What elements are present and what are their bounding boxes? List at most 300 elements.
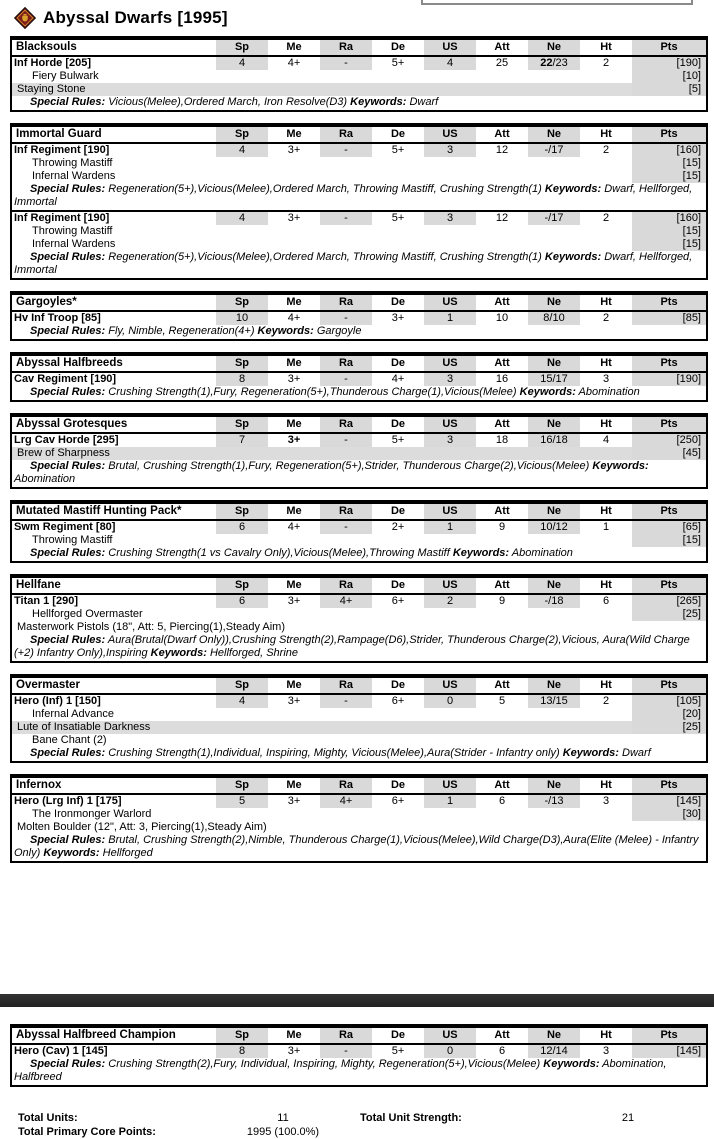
special-rules-text: Special Rules: Crushing Strength(1),Individual, Inspiring, Mighty, Vicious(Melee),Aura(Strider - Infantry only) Keywords: Dwarf — [30, 747, 651, 759]
column-header: Pts — [632, 38, 707, 56]
unit-name-header: Gargoyles* — [11, 293, 216, 311]
special-rules-row — [11, 251, 707, 279]
column-header: Me — [268, 354, 320, 372]
option-row — [11, 70, 707, 83]
column-header: Ra — [320, 38, 372, 56]
stat-cell: 8 — [216, 1044, 268, 1058]
option-row — [11, 170, 707, 183]
table-header-row — [11, 676, 707, 694]
special-rules-text: Special Rules: Fly, Nimble, Regeneration(4+) Keywords: Gargoyle — [30, 325, 362, 337]
column-header: Ne — [528, 502, 580, 520]
weapon-row — [11, 821, 707, 834]
stat-cell: 3 — [424, 211, 476, 225]
option-row — [11, 157, 707, 170]
unit-row — [11, 433, 707, 447]
column-header: Ra — [320, 676, 372, 694]
unit-name-header: Infernox — [11, 776, 216, 794]
pts-cell: [25] — [632, 721, 707, 734]
column-header: Ht — [580, 502, 632, 520]
stat-cell: - — [320, 1044, 372, 1058]
column-header: Sp — [216, 502, 268, 520]
unit-table — [10, 500, 708, 563]
column-header: Sp — [216, 415, 268, 433]
column-header: Ne — [528, 576, 580, 594]
stat-cell: 2 — [602, 312, 610, 324]
special-rules-text: Special Rules: Aura(Brutal(Dwarf Only)),Crushing Strength(2),Rampage(D6),Strider, Thunderous Charge(2),Vicious, Aura(Wild Charge (+2) Infantry Only),Inspiring Keywords: Hellforged, Shrine — [14, 634, 690, 659]
column-header: Att — [476, 776, 528, 794]
stat-cell: 3+ — [287, 595, 301, 607]
army-diamond-icon — [14, 7, 36, 29]
stat-cell: - — [320, 56, 372, 70]
column-header: De — [372, 415, 424, 433]
stat-cell: - — [320, 211, 372, 225]
column-header: Ne — [528, 415, 580, 433]
stat-cell: 8/10 — [528, 311, 580, 325]
table-header-row — [11, 38, 707, 56]
stat-cell: 3 — [424, 143, 476, 157]
weapon-row — [11, 621, 707, 634]
column-header: Ne — [528, 354, 580, 372]
column-header: Att — [476, 502, 528, 520]
totals-section — [18, 1111, 706, 1139]
cut-off-box — [421, 0, 693, 5]
column-header: Ht — [580, 676, 632, 694]
special-rules-row — [11, 747, 707, 762]
column-header: US — [424, 676, 476, 694]
stat-cell: 4+ — [391, 373, 405, 385]
stat-cell: 9 — [498, 521, 506, 533]
unit-row — [11, 372, 707, 386]
unit-table — [10, 1024, 708, 1087]
page2-tables — [10, 1024, 706, 1087]
unit-label: Cav Regiment [190] — [14, 373, 117, 385]
special-rules-row — [11, 386, 707, 401]
column-header: Ht — [580, 776, 632, 794]
column-header: Ne — [528, 776, 580, 794]
stat-cell: 3 — [424, 372, 476, 386]
stat-cell: 8 — [216, 372, 268, 386]
option-row — [11, 534, 707, 547]
stat-cell: 7 — [216, 433, 268, 447]
column-header: Me — [268, 502, 320, 520]
totals-units-label: Total Units: — [18, 1112, 78, 1124]
column-header: Sp — [216, 38, 268, 56]
unit-label: Titan 1 [290] — [14, 595, 78, 607]
special-rules-text: Special Rules: Vicious(Melee),Ordered March, Iron Resolve(D3) Keywords: Dwarf — [30, 96, 439, 108]
pts-cell: [20] — [632, 708, 707, 721]
column-header: Att — [476, 415, 528, 433]
artefact-row — [11, 447, 707, 460]
special-rules-row — [11, 325, 707, 340]
stat-cell: 12 — [476, 211, 528, 225]
stat-cell: 6 — [216, 520, 268, 534]
column-header: De — [372, 1026, 424, 1044]
spell-row — [11, 734, 707, 747]
column-header: US — [424, 776, 476, 794]
column-header: Ra — [320, 576, 372, 594]
pts-cell: [190] — [632, 372, 707, 386]
stat-cell: 2 — [424, 594, 476, 608]
stat-cell: - — [320, 311, 372, 325]
unit-label: Hero (Lrg Inf) 1 [175] — [14, 795, 122, 807]
column-header: Me — [268, 415, 320, 433]
totals-strength-label: Total Unit Strength: — [360, 1112, 462, 1124]
stat-cell: 1 — [424, 520, 476, 534]
unit-table — [10, 674, 708, 763]
column-header: US — [424, 38, 476, 56]
column-header: Pts — [632, 776, 707, 794]
stat-cell: 1 — [424, 311, 476, 325]
pts-cell: [10] — [632, 70, 707, 83]
totals-units-value: 11 — [277, 1112, 289, 1124]
stat-cell: 10/12 — [528, 520, 580, 534]
unit-name-header: Abyssal Halfbreeds — [11, 354, 216, 372]
stat-cell: 12/14 — [528, 1044, 580, 1058]
table-header-row — [11, 776, 707, 794]
special-rules-row — [11, 460, 707, 488]
table-header-row — [11, 415, 707, 433]
column-header: Me — [268, 676, 320, 694]
column-header: De — [372, 125, 424, 143]
stat-cell: 13/15 — [528, 694, 580, 708]
unit-label: Inf Regiment [190] — [11, 211, 216, 225]
column-header: Pts — [632, 354, 707, 372]
artefact-label: Brew of Sharpness — [11, 447, 632, 460]
page-gap — [10, 874, 706, 994]
column-header: US — [424, 502, 476, 520]
column-header: Sp — [216, 1026, 268, 1044]
special-rules-row — [11, 183, 707, 211]
stat-cell: 3 — [602, 795, 610, 807]
unit-table — [10, 36, 708, 112]
column-header: US — [424, 415, 476, 433]
stat-cell: 1 — [424, 794, 476, 808]
stat-cell: - — [320, 143, 372, 157]
unit-row — [11, 56, 707, 70]
pts-cell: [265] — [632, 594, 707, 608]
column-header: Me — [268, 1026, 320, 1044]
pts-cell: [145] — [632, 794, 707, 808]
pts-cell: [145] — [632, 1044, 707, 1058]
column-header: Ne — [528, 1026, 580, 1044]
column-header: Ht — [580, 576, 632, 594]
stat-cell: -/18 — [528, 594, 580, 608]
pts-cell: [15] — [632, 238, 707, 251]
special-rules-text: Special Rules: Brutal, Crushing Strength(1),Fury, Regeneration(5+),Strider, Thunderous Charge(2),Vicious(Melee) Keywords: Abomination — [14, 460, 649, 485]
stat-cell: 3 — [424, 433, 476, 447]
stat-cell: 3+ — [287, 434, 301, 446]
option-row — [11, 225, 707, 238]
special-rules-row — [11, 547, 707, 562]
stat-cell: -/17 — [528, 211, 580, 225]
pts-cell: [190] — [632, 56, 707, 70]
column-header: US — [424, 1026, 476, 1044]
stat-cell: 6+ — [391, 695, 405, 707]
option-label: The Ironmonger Warlord — [32, 808, 152, 820]
unit-name-header: Immortal Guard — [11, 125, 216, 143]
option-label: Infernal Wardens — [32, 170, 116, 182]
stat-cell: 10 — [216, 311, 268, 325]
column-header: Ra — [320, 776, 372, 794]
column-header: Me — [268, 576, 320, 594]
column-header: US — [424, 293, 476, 311]
unit-name-header: Blacksouls — [11, 38, 216, 56]
column-header: Att — [476, 293, 528, 311]
column-header: Ra — [320, 1026, 372, 1044]
stat-cell: 16 — [495, 373, 509, 385]
stat-cell: 4 — [216, 143, 268, 157]
special-rules-row — [11, 834, 707, 862]
stat-cell: 2 — [602, 695, 610, 707]
column-header: Ht — [580, 293, 632, 311]
special-rules-row — [11, 634, 707, 662]
option-label: Infernal Wardens — [32, 238, 116, 250]
artefact-label: Staying Stone — [11, 83, 632, 96]
stat-cell: 2 — [602, 144, 610, 156]
stat-cell: 5+ — [391, 1045, 405, 1057]
special-rules-text: Special Rules: Crushing Strength(2),Fury, Individual, Inspiring, Mighty, Regeneration(5+),Vicious(Melee) Keywords: Abomination, Halfbreed — [14, 1058, 667, 1083]
stat-cell: 0 — [424, 694, 476, 708]
column-header: Pts — [632, 502, 707, 520]
column-header: Ne — [528, 125, 580, 143]
unit-table — [10, 352, 708, 402]
stat-cell: 3+ — [287, 144, 301, 156]
pts-cell: [15] — [632, 534, 707, 547]
pts-cell: [250] — [632, 433, 707, 447]
stat-cell: - — [320, 433, 372, 447]
column-header: Att — [476, 125, 528, 143]
special-rules-row — [11, 96, 707, 111]
unit-name-header: Abyssal Halfbreed Champion — [11, 1026, 216, 1044]
pts-cell: [15] — [632, 157, 707, 170]
column-header: Ra — [320, 354, 372, 372]
stat-cell: -/13 — [528, 794, 580, 808]
column-header: Pts — [632, 576, 707, 594]
special-rules-text: Special Rules: Regeneration(5+),Vicious(Melee),Ordered March, Throwing Mastiff, Crushing Strength(1) Keywords: Dwarf, Hellforged, Immortal — [14, 183, 693, 208]
column-header: Att — [476, 576, 528, 594]
unit-table — [10, 413, 708, 489]
stat-cell: 2 — [602, 57, 610, 69]
column-header: US — [424, 125, 476, 143]
stat-cell: 25 — [495, 57, 509, 69]
option-label: Infernal Advance — [32, 708, 114, 720]
page1-tables — [10, 36, 706, 863]
stat-cell: 4+ — [287, 312, 301, 324]
stat-cell: 2+ — [391, 521, 405, 533]
column-header: Ht — [580, 125, 632, 143]
stat-cell: 10 — [495, 312, 509, 324]
stat-cell: 4 — [424, 56, 476, 70]
stat-cell: 5 — [216, 794, 268, 808]
artefact-row — [11, 721, 707, 734]
column-header: Ht — [580, 38, 632, 56]
unit-table — [10, 291, 708, 341]
column-header: Sp — [216, 293, 268, 311]
stat-cell: 5+ — [372, 211, 424, 225]
artefact-label: Lute of Insatiable Darkness — [11, 721, 632, 734]
stat-cell: 9 — [498, 595, 506, 607]
pts-cell: [160] — [632, 211, 707, 225]
column-header: Pts — [632, 676, 707, 694]
special-rules-text: Special Rules: Crushing Strength(1 vs Cavalry Only),Vicious(Melee),Throwing Mastiff Keywords: Abomination — [30, 547, 573, 559]
stat-cell: -/17 — [528, 143, 580, 157]
pts-cell: [30] — [632, 808, 707, 821]
column-header: Sp — [216, 776, 268, 794]
column-header: De — [372, 502, 424, 520]
unit-label: Inf Horde [205] — [14, 57, 92, 69]
stat-cell: 3+ — [287, 695, 301, 707]
column-header: Ne — [528, 38, 580, 56]
column-header: Ra — [320, 415, 372, 433]
table-header-row — [11, 502, 707, 520]
column-header: Att — [476, 1026, 528, 1044]
page-separator-bar — [0, 994, 714, 1007]
stat-cell: 5+ — [391, 144, 405, 156]
unit-row — [11, 143, 707, 157]
unit-row — [11, 794, 707, 808]
column-header: De — [372, 576, 424, 594]
pts-cell: [105] — [632, 694, 707, 708]
stat-cell: 4+ — [320, 794, 372, 808]
weapon-label: Masterwork Pistols (18", Att: 5, Piercing(1),Steady Aim) — [17, 621, 285, 633]
stat-cell: 6 — [216, 594, 268, 608]
column-header: Att — [476, 676, 528, 694]
column-header: Att — [476, 354, 528, 372]
option-label: Hellforged Overmaster — [32, 608, 143, 620]
stat-cell: 3+ — [391, 312, 405, 324]
column-header: Att — [476, 38, 528, 56]
page-title: Abyssal Dwarfs [1995] — [43, 8, 228, 27]
table-header-row — [11, 293, 707, 311]
stat-cell: 15/17 — [528, 372, 580, 386]
column-header: Ra — [320, 502, 372, 520]
unit-name-header: Overmaster — [11, 676, 216, 694]
pts-cell: [85] — [632, 311, 707, 325]
stat-cell: 3 — [602, 373, 610, 385]
column-header: Me — [268, 293, 320, 311]
stat-cell: 4 — [602, 434, 610, 446]
unit-label: Swm Regiment [80] — [14, 521, 116, 533]
stat-cell: 5 — [498, 695, 506, 707]
stat-cell: 3+ — [287, 373, 301, 385]
table-header-row — [11, 576, 707, 594]
option-label: Fiery Bulwark — [32, 70, 99, 82]
totals-strength-value: 21 — [621, 1112, 635, 1124]
unit-label: Hv Inf Troop [85] — [14, 312, 101, 324]
stat-cell: 4+ — [287, 521, 301, 533]
column-header: Sp — [216, 576, 268, 594]
stat-cell: - — [320, 372, 372, 386]
column-header: Ra — [320, 293, 372, 311]
column-header: Pts — [632, 415, 707, 433]
stat-cell: 4+ — [320, 594, 372, 608]
special-rules-text: Special Rules: Regeneration(5+),Vicious(Melee),Ordered March, Throwing Mastiff, Crushing Strength(1) Keywords: Dwarf, Hellforged, Immortal — [14, 251, 693, 276]
unit-table — [10, 574, 708, 663]
stat-cell: 6 — [498, 1045, 506, 1057]
pts-cell: [25] — [632, 608, 707, 621]
spell-label: Bane Chant (2) — [32, 734, 107, 746]
unit-row — [11, 1044, 707, 1058]
column-header: Ht — [580, 1026, 632, 1044]
column-header: Ne — [528, 676, 580, 694]
stat-cell: 22/23 — [528, 56, 580, 70]
column-header: Ne — [528, 293, 580, 311]
column-header: De — [372, 354, 424, 372]
option-label: Throwing Mastiff — [32, 534, 113, 546]
weapon-label: Molten Boulder (12", Att: 3, Piercing(1),Steady Aim) — [17, 821, 267, 833]
stat-cell: 4 — [216, 694, 268, 708]
stat-cell: 4+ — [287, 57, 301, 69]
stat-cell: 6+ — [391, 795, 405, 807]
unit-row — [11, 694, 707, 708]
special-rules-text: Special Rules: Crushing Strength(1),Fury, Regeneration(5+),Thunderous Charge(1),Vicious(Melee) Keywords: Abomination — [30, 386, 640, 398]
option-row — [11, 608, 707, 621]
unit-name-header: Mutated Mastiff Hunting Pack* — [11, 502, 216, 520]
table-header-row — [11, 125, 707, 143]
special-rules-text: Special Rules: Brutal, Crushing Strength(2),Nimble, Thunderous Charge(1),Vicious(Melee),Wild Charge(D3),Aura(Elite (Melee) - Infantry Only) Keywords: Hellforged — [14, 834, 699, 859]
option-row — [11, 708, 707, 721]
pts-cell: [160] — [632, 143, 707, 157]
column-header: Sp — [216, 354, 268, 372]
column-header: De — [372, 38, 424, 56]
unit-row — [11, 520, 707, 534]
stat-cell: 3+ — [287, 795, 301, 807]
option-label: Throwing Mastiff — [32, 225, 113, 237]
pts-cell: [15] — [632, 225, 707, 238]
column-header: Sp — [216, 125, 268, 143]
stat-cell: 6+ — [391, 595, 405, 607]
stat-cell: 12 — [495, 144, 509, 156]
unit-table — [10, 123, 708, 280]
stat-cell: 5+ — [391, 434, 405, 446]
column-header: De — [372, 776, 424, 794]
title-bar — [10, 0, 706, 36]
stat-cell: 6 — [602, 595, 610, 607]
pts-cell: [5] — [632, 83, 707, 96]
option-row — [11, 808, 707, 821]
column-header: Me — [268, 125, 320, 143]
column-header: Ht — [580, 354, 632, 372]
unit-label: Hero (Inf) 1 [150] — [14, 695, 101, 707]
table-header-row — [11, 1026, 707, 1044]
column-header: De — [372, 676, 424, 694]
stat-cell: 4 — [216, 56, 268, 70]
unit-label: Inf Regiment [190] — [14, 144, 110, 156]
pts-cell: [15] — [632, 170, 707, 183]
pts-cell: [45] — [632, 447, 707, 460]
totals-points-value: 1995 (100.0%) — [246, 1126, 320, 1138]
column-header: Me — [268, 776, 320, 794]
unit-name-header: Abyssal Grotesques — [11, 415, 216, 433]
stat-cell: 5+ — [391, 57, 405, 69]
unit-label: Lrg Cav Horde [295] — [14, 434, 119, 446]
special-rules-row — [11, 1058, 707, 1086]
column-header: De — [372, 293, 424, 311]
table-header-row — [11, 354, 707, 372]
unit-row — [11, 211, 707, 225]
option-row — [11, 238, 707, 251]
stat-cell: 6 — [498, 795, 506, 807]
column-header: Pts — [632, 293, 707, 311]
pts-cell: [65] — [632, 520, 707, 534]
column-header: Ra — [320, 125, 372, 143]
stat-cell: 4 — [216, 211, 268, 225]
artefact-row — [11, 83, 707, 96]
column-header: Ht — [580, 415, 632, 433]
stat-cell: 0 — [424, 1044, 476, 1058]
stat-cell: - — [320, 694, 372, 708]
stat-cell: 2 — [580, 211, 632, 225]
